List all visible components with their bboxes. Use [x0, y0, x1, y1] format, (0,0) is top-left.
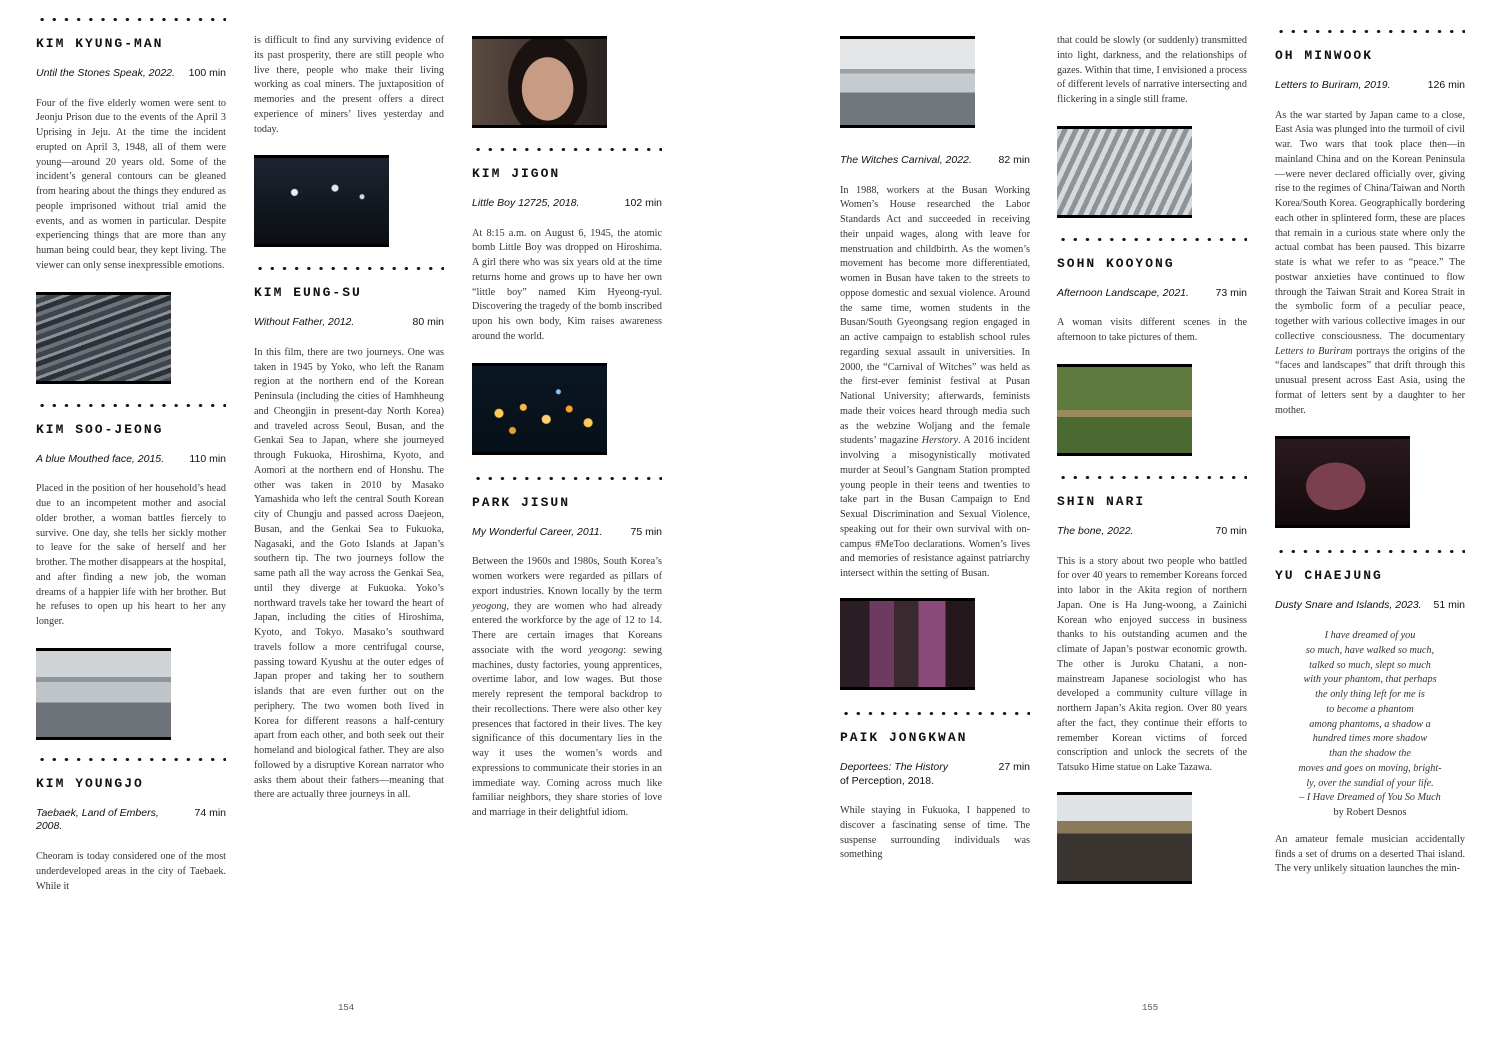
film-synopsis: Between the 1960s and 1980s, South Korea’s women workers were regarded as pillars of export industries. Known locally by the term yeogong, they are women who had already entered the workforce by the age of 12 to 14. There are certain images that Koreans associate with the word yeogong: sewing machines, dusty factories, young apprentices, overtime labor, and low wages. But those merely represent the temporal backdrop to their recollections. There were also other key presences that factored in their lives. The key significance of this documentary lies in the way it uses the women’s words and expressions to communicate their stories in an immediate way. Coming across much like familiar neighbors, they share stories of love and marriage in their delightful idiom. [472, 556, 662, 819]
film-title: Until the Stones Speak, 2022. [36, 67, 175, 79]
dotted-divider [36, 18, 226, 21]
film-synopsis: In 1988, workers at the Busan Working Women’s House researched the Labor Standards Act and succeeded in receiving their unpaid wages, along with leave for menstruation and childbirth. As the women’s movement has become more differentiated, women in Busan have taken to the streets to oppose domestic and sexual violence. Around the same time, women students in the Busan/South Gyeongsang region engaged in an active campaign to establish school rules regarding sexual assault in universities. In 2000, the “Carnival of Witches” was held as the first-ever feminist festival at Pusan National University; afterwards, feminists made their voices heard through media such as the webzine Woljang and the female students’ magazine Herstory. A 2016 incident involving a misogynistically motivated murder at Seoul’s Gangnam Station prompted young people in their teens and twenties to take part in the Busan Campaign to End Sexual Discrimination and Sexual Violence, speaking out for their own survival with on-campus #MeToo declarations. Women’s lives and memories of resistance against patriarchy intersect within the setting of Busan. [840, 184, 1030, 580]
film-still-lights [254, 155, 389, 247]
dotted-divider [254, 267, 444, 270]
film-still-dark-room [1275, 436, 1410, 528]
column-4 [840, 36, 1030, 863]
film-runtime: 70 min [1215, 524, 1247, 537]
film-title: Taebaek, Land of Embers, 2008. [36, 806, 159, 833]
dotted-divider [472, 477, 662, 480]
film-meta [254, 316, 444, 330]
dotted-divider [36, 758, 226, 761]
film-title: Dusty Snare and Islands, 2023. [1275, 599, 1422, 612]
film-still-statue [1057, 792, 1192, 884]
film-synopsis: Cheoram is today considered one of the most underdeveloped areas in the city of Taebaek. While it [36, 851, 226, 892]
film-synopsis-continued: that could be slowly (or suddenly) transmitted into light, darkness, and the relationships of gazes. Within that time, I envisioned a process of different levels of narrative intersecting and flickering in a single still frame. [1057, 35, 1247, 105]
dotted-divider [472, 148, 662, 151]
dotted-divider [1057, 476, 1247, 479]
film-synopsis: In this film, there are two journeys. One was taken in 1945 by Yoko, who left the Ranam region at the northern end of the Korean Peninsula (including the cities of Hamhheung and Cheongjin in present-day North Korea) and traveled across Seoul, Busan, and the Genkai Sea to Japan, where she journeyed through Fukuoka, Hiroshima, Kyoto, and Aomori at the northern end of Honshu. The other was taken in 2010 by Masako Yamashida who left the central South Korean city of Chungju and passed across Daejeon, Busan, and the Genkai Sea to Fukuoka, Nagasaki, and the Goto Islands at Japan’s southern tip. The two journeys follow the same path all the way across the Genkai Sea, until they diverge at Fukuoka. Yoko’s northward travels take her toward the heart of Japan, including the cities of Hiroshima, Kyoto, and Tokyo. Masako’s southward travels follow a more centrifugal course, passing toward Kyushu at the outer edges of Japan proper and taking her to southern islands that are even further out on the periphery. The two women both lived in Korea for different reasons a half-century apart from each other, and both seek out their homeland and biological father. They are also followed by a disruptive Korean narrator who asks them about their fathers—meaning that there are actually three journeys in all. [254, 346, 444, 801]
film-still-crosswalk [1057, 126, 1192, 218]
film-runtime: 74 min [194, 806, 226, 819]
film-meta [840, 761, 1030, 788]
film-still-factory [840, 36, 975, 128]
film-meta [1057, 287, 1247, 301]
film-still-underpass [36, 648, 171, 740]
poem-source: – I Have Dreamed of You So Much [1299, 792, 1441, 804]
film-synopsis: While staying in Fukuoka, I happened to discover a fascinating sense of time. The suspense surrounding individuals was something [840, 805, 1030, 861]
film-runtime: 75 min [630, 525, 662, 538]
film-runtime: 102 min [624, 197, 662, 209]
film-synopsis: A woman visits different scenes in the afternoon to take pictures of them. [1057, 317, 1247, 344]
film-runtime: 27 min [998, 760, 1030, 773]
film-synopsis: An amateur female musician accidentally finds a set of drums on a deserted Thai island. The very unlikely situation launches the min- [1275, 833, 1465, 875]
film-runtime: 126 min [1427, 79, 1465, 91]
film-meta [1057, 525, 1247, 539]
column-1 [36, 18, 226, 894]
film-title: Deportees: The History of Perception, 2018. [840, 760, 948, 787]
film-synopsis: This is a story about two people who battled for over 40 years to remember Koreans forced into labor in the Akita region of northern Japan. One is Ha Jung-woong, a Zainichi Korean who enjoyed success in business thanks to his outstanding acumen and the climate of Japan’s postwar economic growth. The other is Juroku Chatani, a non-mainstream Japanese sociologist who has developed a community culture village in northern Japan’s Akita region. Over 80 years after the fact, they continue their efforts to remember Korean victims of forced conscription and unlock the secrets of the Tatsuko Hime statue on Lake Tazawa. [1057, 555, 1247, 774]
film-still-protest [840, 598, 975, 690]
film-still-lanterns [472, 363, 607, 455]
film-runtime: 82 min [998, 154, 1030, 166]
director-name: KIM YOUNGJO [36, 775, 144, 791]
epigraph-poem: I have dreamed of you so much, have walked so much, talked so much, slept so much with your phantom, that perhaps the only thing left for me is to become a phantom among phantoms, a shadow a hundred times more shadow than the shadow the moves and goes on moving, bright- ly, over the sundial of your life. – I Have Dreamed of You So Much by Robert Desnos [1275, 629, 1465, 821]
column-2 [254, 34, 444, 803]
film-synopsis: As the war started by Japan came to a close, East Asia was plunged into the turmoil of civil war. Two wars that took place then—in mainland China and on the Korean Peninsula—were never declared officially over, giving rise to the regimes of China/Taiwan and North Korea/South Korea. Geographically bordering each other in splintered form, these are places that remain in a curious state where only the actual combat has been paused. This bizarre state is what we refer to as “peace.” The postwar anxieties have continued to flow through the Taiwan Strait and Korea Strait in the symbolic form of a peculiar peace, together with various collective images in our collective consciousness. The documentary Letters to Buriram portrays the origins of the “faces and landscapes” that drift through this unusual present across East Asia, using the format of letters sent by a daughter to her mother. [1275, 109, 1465, 416]
film-meta [36, 67, 226, 81]
film-synopsis: Placed in the position of her household’s head due to an incompetent mother and asocial older brother, a woman battles fiercely to survive. One day, she tells her sickly mother to leave for the sake of herself and her brother. The mother disappears at the hospital, and after finding a new job, the woman dreams of a happier life with her brother. But he refuses to open up his heart to her any longer. [36, 483, 226, 628]
dotted-divider [840, 712, 1030, 715]
film-meta [36, 807, 226, 834]
director-name: SHIN NARI [1057, 493, 1146, 509]
director-name: KIM EUNG-SU [254, 285, 362, 301]
film-synopsis: At 8:15 a.m. on August 6, 1945, the atomic bomb Little Boy was dropped on Hiroshima. A girl there who was six years old at the time returns home and grows up to have her own “little boy” named Kim Hyeong-ryul. Discovering the tragedy of the bomb inscribed upon his own body, Kim raises awareness around the world. [472, 227, 662, 342]
film-runtime: 51 min [1433, 599, 1465, 612]
director-name: YU CHAEJUNG [1275, 568, 1383, 584]
director-name: PARK JISUN [472, 494, 571, 510]
film-title: The Witches Carnival, 2022. [840, 154, 972, 166]
poem-author: by Robert Desnos [1333, 807, 1407, 819]
film-runtime: 73 min [1215, 286, 1247, 299]
film-meta [36, 453, 226, 467]
film-still-birds [36, 292, 171, 384]
dotted-divider [1275, 30, 1465, 33]
film-title: Afternoon Landscape, 2021. [1057, 286, 1189, 299]
film-title: A blue Mouthed face, 2015. [36, 452, 165, 465]
column-3 [472, 36, 662, 821]
film-meta [472, 526, 662, 540]
film-meta [472, 197, 662, 211]
film-meta [1275, 79, 1465, 93]
page-number-left: 154 [338, 1003, 355, 1013]
film-runtime: 80 min [412, 316, 444, 329]
director-name: KIM KYUNG-MAN [36, 36, 164, 51]
film-still-park [1057, 364, 1192, 456]
film-meta [1275, 599, 1465, 613]
director-name: KIM SOO-JEONG [36, 421, 164, 437]
film-title: My Wonderful Career, 2011. [472, 525, 603, 538]
film-title: The bone, 2022. [1057, 524, 1134, 537]
director-name: PAIK JONGKWAN [840, 729, 968, 745]
film-runtime: 100 min [188, 67, 226, 79]
film-runtime: 110 min [189, 452, 226, 465]
film-title: Letters to Buriram, 2019. [1275, 79, 1391, 91]
film-still-portrait [472, 36, 607, 128]
director-name: SOHN KOOYONG [1057, 255, 1175, 271]
page-number-right: 155 [1142, 1003, 1159, 1013]
dotted-divider [1275, 550, 1465, 553]
film-synopsis: Four of the five elderly women were sent to Jeonju Prison due to the events of the April 3 Uprising in Jeju. At the time the incident erupted on April 3, 1948, all of them were young—around 20 years old. Some of the incident’s general contours can be gleaned from hearing about the things they endured as people imprisoned without trial amid the events, and as women in particular. Despite experiencing things that are more than any human being could bear, they kept living. The viewer can only sense inexpressible emotions. [36, 97, 226, 271]
film-synopsis-continued: is difficult to find any surviving evidence of its past prosperity, there are still people who live there, people who make their living working as coal miners. The juxtaposition of memories and the present offers a direct experience of miners’ lives yesterday and today. [254, 35, 444, 135]
column-5 [1057, 34, 1247, 884]
film-meta [840, 154, 1030, 168]
column-6 [1275, 30, 1465, 877]
dotted-divider [36, 404, 226, 407]
director-name: OH MINWOOK [1275, 48, 1374, 63]
film-title: Little Boy 12725, 2018. [472, 197, 580, 209]
film-title: Without Father, 2012. [254, 316, 355, 329]
dotted-divider [1057, 238, 1247, 241]
director-name: KIM JIGON [472, 166, 561, 181]
